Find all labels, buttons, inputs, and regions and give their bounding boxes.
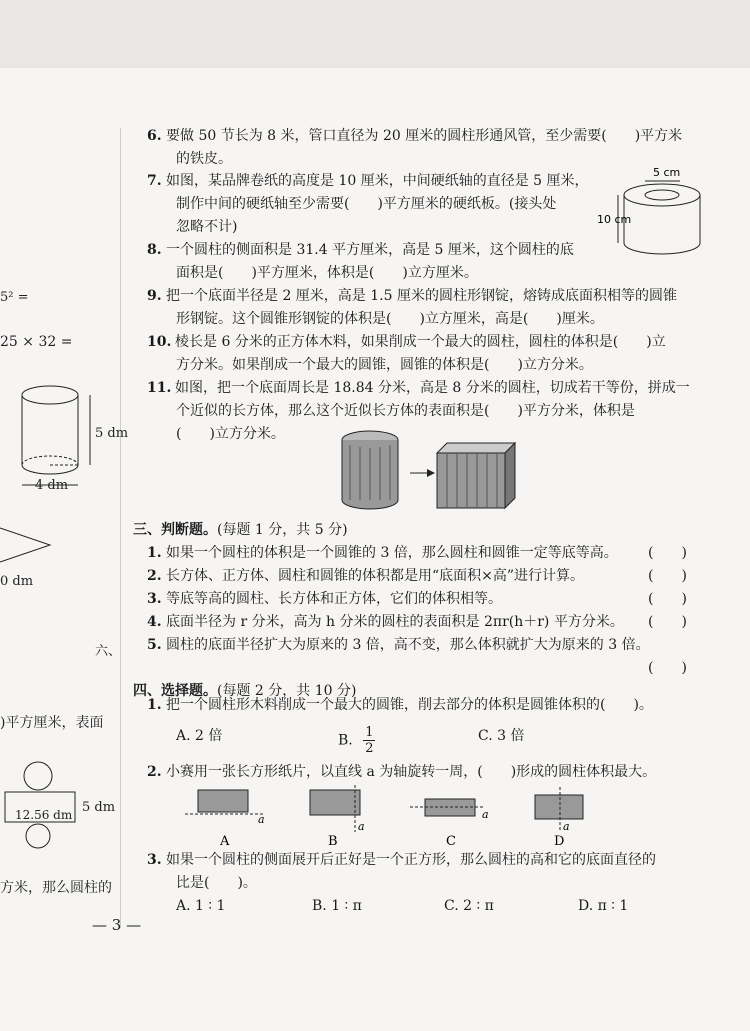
judge-3-answer[interactable]: ( ) [648,591,687,607]
left-eq2: 25 × 32 = [0,334,73,350]
question-10: 10. 棱长是 6 分米的正方体木料，如果削成一个最大的圆柱，圆柱的体积是( )立 [147,334,666,350]
left-cyl-width: 4 dm [35,478,69,493]
judge-5-answer[interactable]: ( ) [648,660,687,676]
judge-5: 5. 圆柱的底面半径扩大为原来的 3 倍，高不变，那么体积就扩大为原来的 3 倍。 [147,637,650,653]
fig7-side-label: 10 cm [597,213,632,226]
choice-2: 2. 小赛用一张长方形纸片，以直线 a 为轴旋转一周，( )形成的圆柱体积最大。 [147,764,657,780]
choice-1-option-b[interactable]: B. $\frac{1}{2}$ [338,725,374,756]
choice-3-option-d[interactable]: D. π ∶ 1 [578,898,629,914]
question-8-cont: 面积是( )平方厘米，体积是( )立方厘米。 [176,265,478,281]
choice-3-option-a[interactable]: A. 1 ∶ 1 [176,898,226,914]
svg-text:B: B [328,834,338,849]
judge-2-answer[interactable]: ( ) [648,568,687,584]
judge-3: 3. 等底等高的圆柱、长方体和正方体，它们的体积相等。 [147,591,502,607]
choice-1: 1. 把一个圆柱形木料削成一个最大的圆锥，削去部分的体积是圆锥体积的( )。 [147,697,653,713]
page-number: — 3 — [92,916,142,934]
judge-1-answer[interactable]: ( ) [648,545,687,561]
svg-text:a: a [258,813,265,826]
left-rect-height: 5 dm [82,800,116,815]
svg-text:a: a [358,820,365,833]
frac-numerator: 1 [365,725,374,740]
column-divider [120,128,121,928]
section-3-header: 三、判断题。(每题 1 分，共 5 分) [133,522,348,538]
left-triangle [0,520,60,570]
choice-3-cont: 比是( )。 [176,875,257,891]
option-a-figure[interactable] [185,790,265,849]
svg-text:a: a [482,808,489,821]
left-tail-text: 方米，那么圆柱的 [0,880,112,896]
choice-3-option-b[interactable]: B. 1 ∶ π [312,898,362,914]
question-9: 9. 把一个底面半径是 2 厘米，高是 1.5 厘米的圆柱形钢锭，熔铸成底面积相等的圆锥 [147,288,677,304]
question-7-cont: 制作中间的硬纸轴至少需要( )平方厘米的硬纸板。(接头处 [176,196,557,212]
fig7-top-label: 5 cm [653,166,681,179]
left-sq-text: )平方厘米，表面 [0,715,104,731]
left-rect-label: 12.56 dm [15,808,73,822]
frac-denominator: 2 [365,741,374,756]
choice-3: 3. 如果一个圆柱的侧面展开后正好是一个正方形，那么圆柱的高和它的底面直径的 [147,852,656,868]
choice-3-option-c[interactable]: C. 2 ∶ π [444,898,494,914]
option-c-figure[interactable] [410,799,489,849]
judge-2: 2. 长方体、正方体、圆柱和圆锥的体积都是用“底面积×高”进行计算。 [147,568,585,584]
option-d-figure[interactable] [535,787,583,849]
question-6: 6. 要做 50 节长为 8 米，管口直径为 20 厘米的圆柱形通风管，至少需要( )平方米 [147,128,683,144]
svg-text:A: A [220,834,230,849]
question-8: 8. 一个圆柱的侧面积是 31.4 平方厘米，高是 5 厘米，这个圆柱的底 [147,242,574,258]
left-cyl-height: 5 dm [95,426,129,441]
left-section-six: 六、 [95,644,122,659]
question-6-cont: 的铁皮。 [176,151,232,167]
svg-text:C: C [446,834,456,849]
left-eq1: 5² = [0,290,29,305]
svg-text:D: D [554,834,565,849]
section-4-header: 四、选择题。(每题 2 分，共 10 分) [133,683,357,699]
judge-1: 1. 如果一个圆柱的体积是一个圆锥的 3 倍，那么圆柱和圆锥一定等底等高。 [147,545,618,561]
choice-1-option-a[interactable]: A. 2 倍 [176,728,223,744]
question-11-cont: 个近似的长方体，那么这个近似长方体的表面积是( )平方分米，体积是 [176,403,635,419]
question-11-cont2: ( )立方分米。 [176,426,285,442]
svg-text:a: a [563,820,570,833]
question-9-cont: 形钢锭。这个圆锥形钢锭的体积是( )立方厘米，高是( )厘米。 [176,311,604,327]
left-dm: 0 dm [0,574,34,589]
question-10-cont: 方分米。如果削成一个最大的圆锥，圆锥的体积是( )立方分米。 [176,357,593,373]
cylinder-to-cuboid-figure [335,425,545,515]
choice-1-option-c[interactable]: C. 3 倍 [478,728,525,744]
question-11: 11. 如图，把一个底面周长是 18.84 分米，高是 8 分米的圆柱，切成若干等份，拼成一 [147,380,690,396]
question-7: 7. 如图，某品牌卷纸的高度是 10 厘米，中间硬纸轴的直径是 5 厘米， [147,173,589,189]
judge-4: 4. 底面半径为 r 分米，高为 h 分米的圆柱的表面积是 2πr(h＋r) 平方分米。 [147,614,624,630]
judge-4-answer[interactable]: ( ) [648,614,687,630]
rotation-options-figure [180,785,620,850]
question-7-cont2: 忽略不计) [176,219,238,235]
option-b-figure[interactable] [310,785,365,849]
